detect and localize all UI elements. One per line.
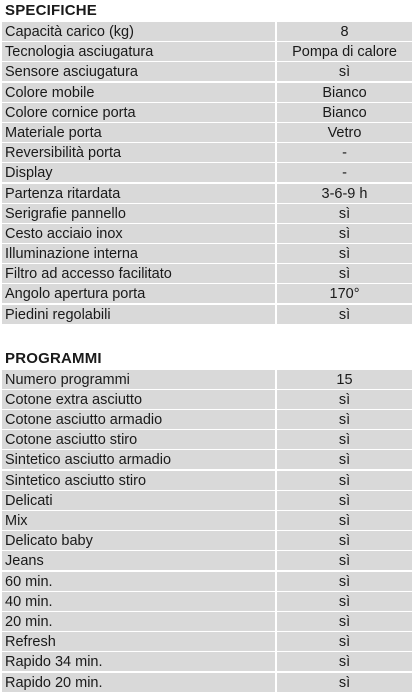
row-value: 170° [277, 284, 412, 303]
row-label: 20 min. [2, 612, 275, 631]
table-row [2, 21, 412, 41]
table-row [2, 672, 412, 692]
row-value: sì [277, 410, 412, 429]
table-row [2, 263, 412, 283]
table-row [2, 571, 412, 591]
row-label: Sintetico asciutto armadio [2, 450, 275, 469]
row-label: Sintetico asciutto stiro [2, 471, 275, 490]
row-value: sì [277, 551, 412, 570]
table-row [2, 409, 412, 429]
table-row [2, 550, 412, 570]
row-label: Numero programmi [2, 370, 275, 389]
row-value: sì [277, 204, 412, 223]
row-value: sì [277, 572, 412, 591]
row-label: Mix [2, 511, 275, 530]
row-label: Filtro ad accesso facilitato [2, 264, 275, 283]
spec-sheet [2, 0, 412, 692]
row-label: Delicati [2, 491, 275, 510]
table-row [2, 102, 412, 122]
row-value: - [277, 143, 412, 162]
row-value: 3-6-9 h [277, 184, 412, 203]
row-label: Capacità carico (kg) [2, 22, 275, 41]
row-label: Partenza ritardata [2, 184, 275, 203]
table-row [2, 122, 412, 142]
table-row [2, 470, 412, 490]
table-row [2, 82, 412, 102]
row-value: 8 [277, 22, 412, 41]
row-label: Reversibilità porta [2, 143, 275, 162]
row-label: Sensore asciugatura [2, 62, 275, 81]
table-row [2, 530, 412, 550]
row-value: sì [277, 511, 412, 530]
row-label: Rapido 20 min. [2, 673, 275, 692]
table-row [2, 283, 412, 303]
table-row [2, 631, 412, 651]
row-label: Rapido 34 min. [2, 652, 275, 671]
row-label: 60 min. [2, 572, 275, 591]
row-label: Illuminazione interna [2, 244, 275, 263]
table-row [2, 203, 412, 223]
table-row [2, 429, 412, 449]
row-value: sì [277, 62, 412, 81]
row-label: Display [2, 163, 275, 182]
row-value: sì [277, 652, 412, 671]
section-title-specifiche: SPECIFICHE [5, 2, 98, 19]
row-value: sì [277, 531, 412, 550]
row-label: Tecnologia asciugatura [2, 42, 275, 61]
row-value: Bianco [277, 103, 412, 122]
table-row [2, 162, 412, 182]
row-label: Colore cornice porta [2, 103, 275, 122]
table-row [2, 223, 412, 243]
row-label: Cesto acciaio inox [2, 224, 275, 243]
table-row [2, 510, 412, 530]
row-label: Refresh [2, 632, 275, 651]
row-value: sì [277, 244, 412, 263]
row-label: Serigrafie pannello [2, 204, 275, 223]
table-row [2, 304, 412, 324]
row-value: Pompa di calore [277, 42, 412, 61]
row-value: Bianco [277, 83, 412, 102]
row-value: sì [277, 491, 412, 510]
table-row [2, 611, 412, 631]
row-label: Cotone asciutto armadio [2, 410, 275, 429]
programmi-table [2, 369, 412, 692]
row-value: sì [277, 264, 412, 283]
row-value: sì [277, 390, 412, 409]
table-row [2, 243, 412, 263]
table-row [2, 651, 412, 671]
table-row [2, 142, 412, 162]
table-row [2, 41, 412, 61]
row-value: 15 [277, 370, 412, 389]
row-label: Materiale porta [2, 123, 275, 142]
row-value: - [277, 163, 412, 182]
row-label: Colore mobile [2, 83, 275, 102]
row-label: Jeans [2, 551, 275, 570]
row-value: sì [277, 224, 412, 243]
table-row [2, 389, 412, 409]
row-label: Cotone extra asciutto [2, 390, 275, 409]
table-row [2, 61, 412, 81]
specifiche-table [2, 21, 412, 324]
section-title-programmi: PROGRAMMI [5, 349, 102, 367]
row-label: Delicato baby [2, 531, 275, 550]
row-value: sì [277, 430, 412, 449]
row-label: 40 min. [2, 592, 275, 611]
row-value: sì [277, 612, 412, 631]
table-row [2, 449, 412, 469]
row-value: sì [277, 305, 412, 324]
row-label: Piedini regolabili [2, 305, 275, 324]
table-row [2, 369, 412, 389]
row-label: Cotone asciutto stiro [2, 430, 275, 449]
row-label: Angolo apertura porta [2, 284, 275, 303]
table-row [2, 183, 412, 203]
table-row [2, 591, 412, 611]
row-value: sì [277, 471, 412, 490]
row-value: Vetro [277, 123, 412, 142]
row-value: sì [277, 450, 412, 469]
row-value: sì [277, 592, 412, 611]
table-row [2, 490, 412, 510]
row-value: sì [277, 632, 412, 651]
row-value: sì [277, 673, 412, 692]
